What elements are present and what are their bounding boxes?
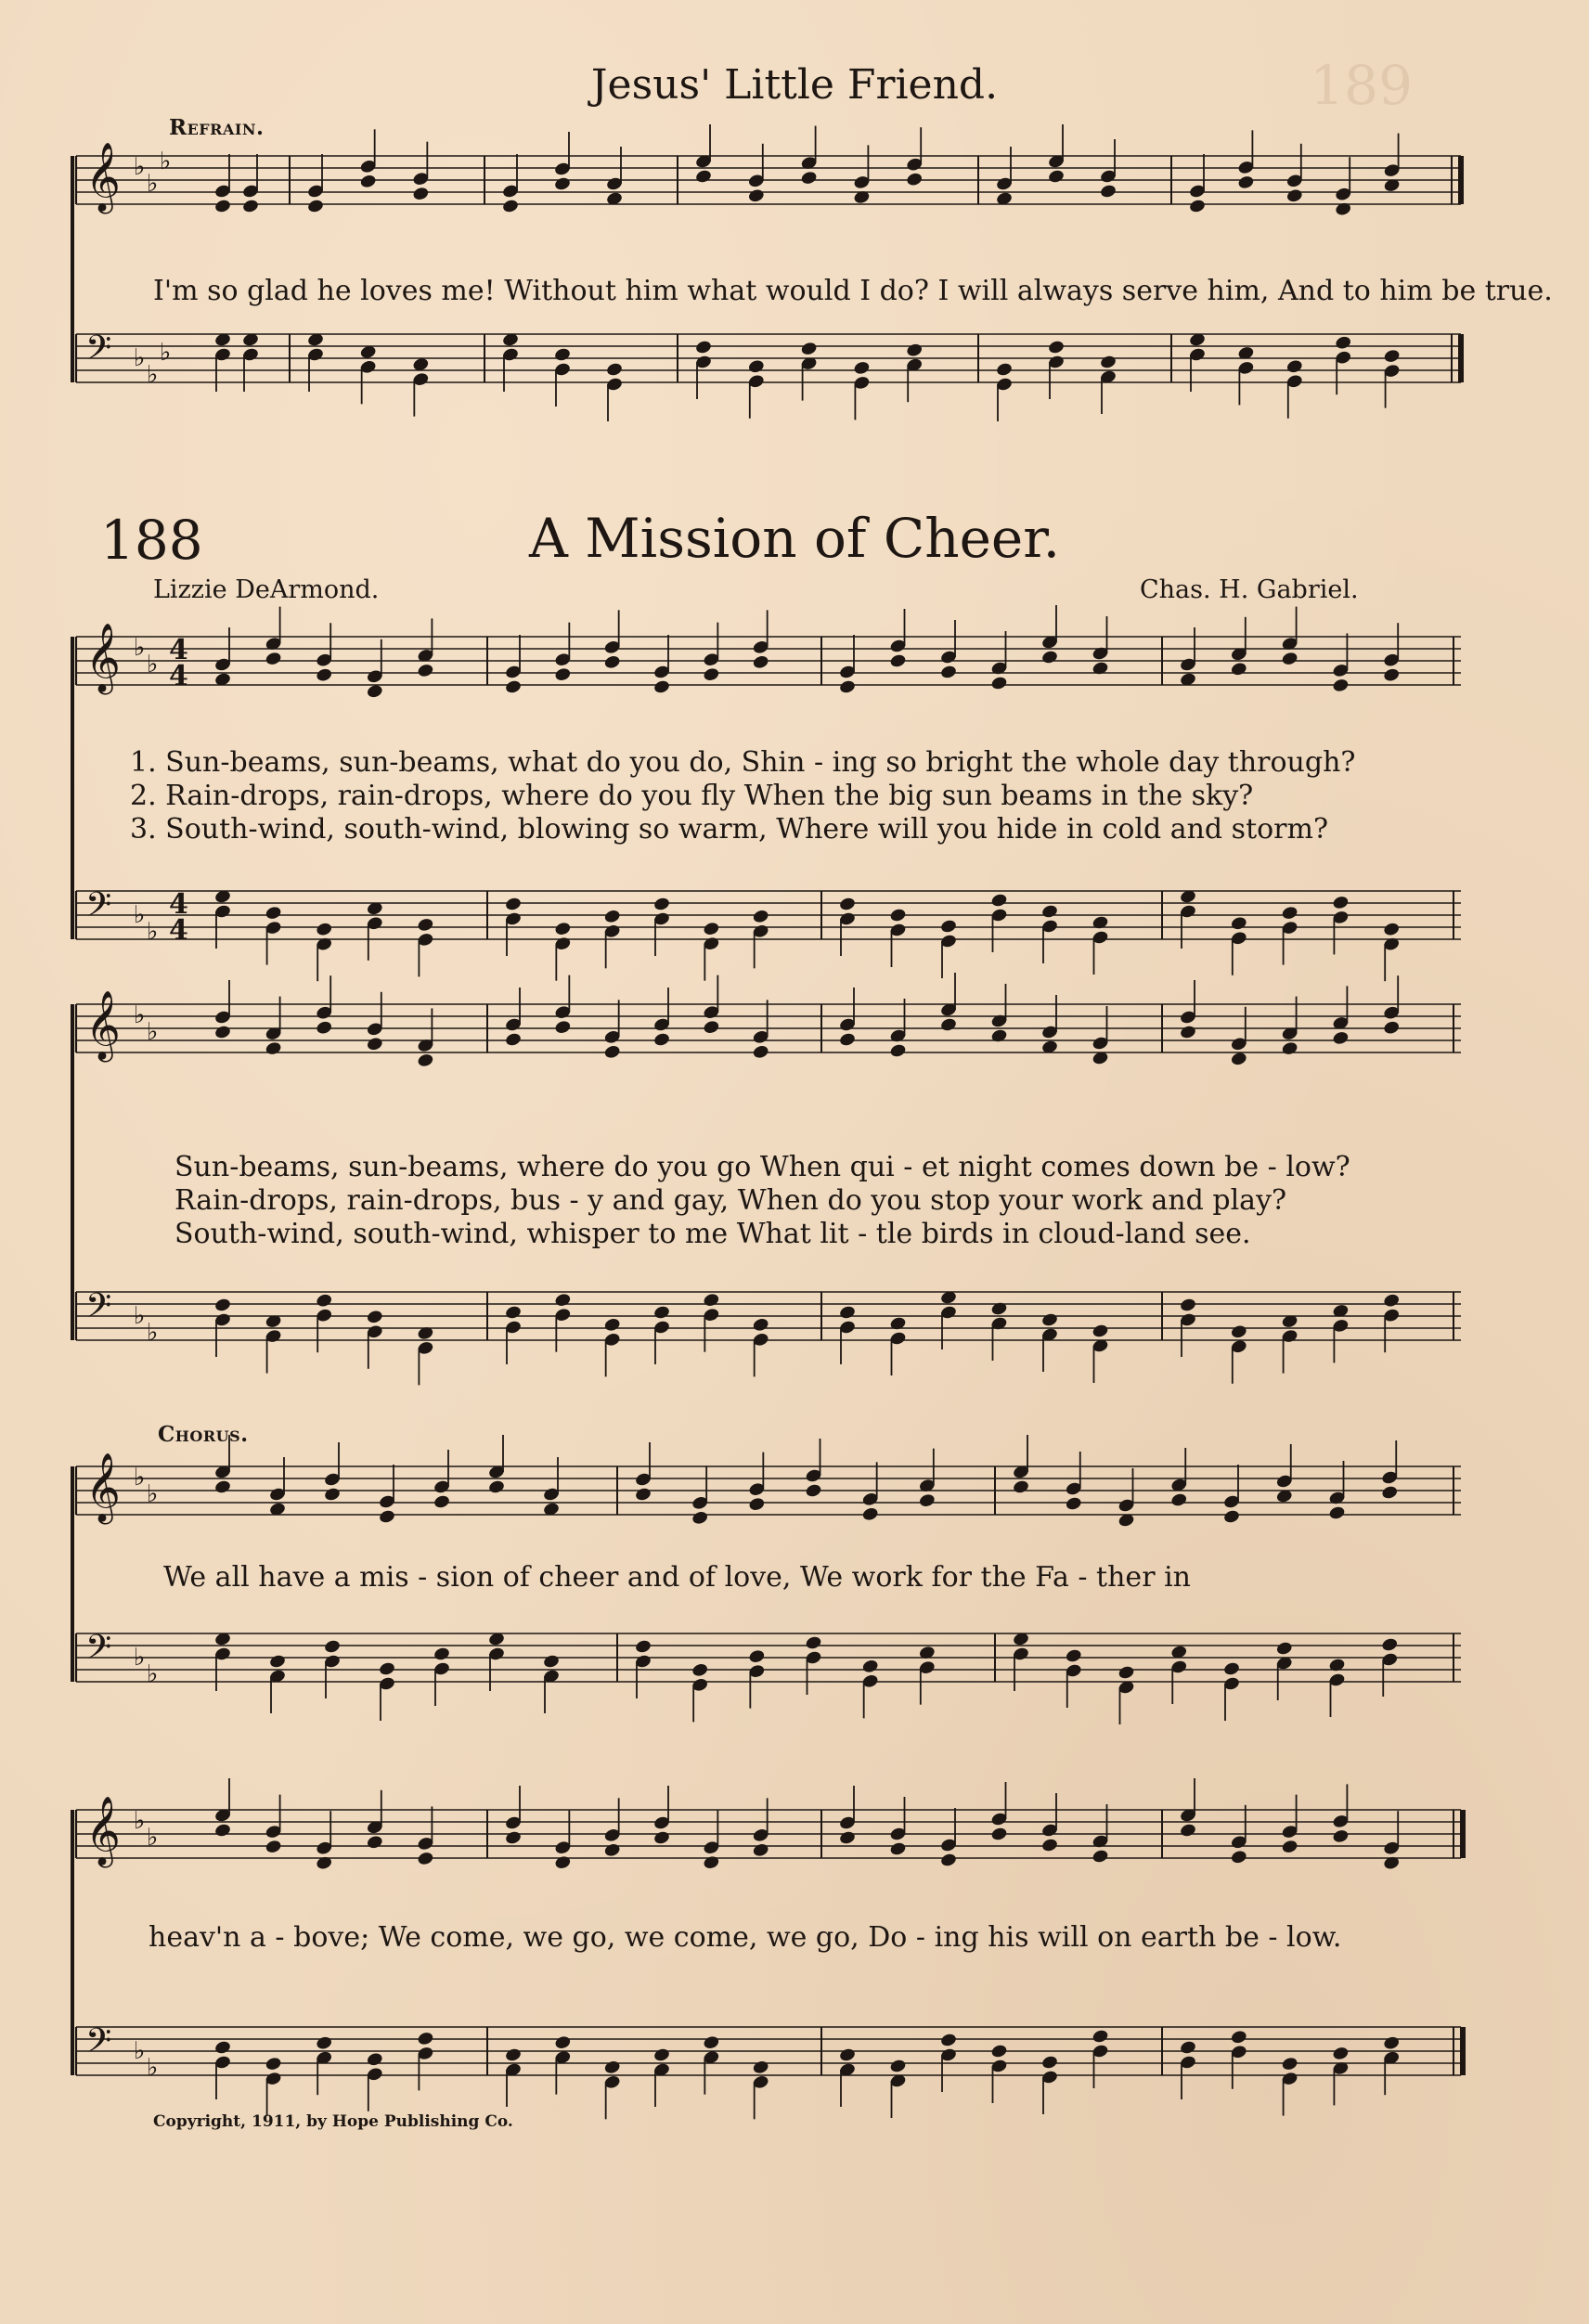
verse-1-line-2: Sun-beams, sun-beams, where do you go When qui - et night comes down be - low?: [174, 1151, 1350, 1183]
note-head: [1230, 1849, 1247, 1865]
verse-3-line-1: 3. South-wind, south-wind, blowing so warm, Where will you hide in cold and storm?: [130, 813, 1329, 846]
note-head: [1179, 1298, 1196, 1313]
note-head: [316, 2035, 333, 2051]
note-head: [265, 905, 282, 921]
note-head: [504, 897, 522, 912]
note-head: [378, 1509, 395, 1525]
note-head: [889, 1316, 907, 1332]
note-head: [603, 1842, 621, 1858]
composer: Chas. H. Gabriel.: [1140, 575, 1359, 604]
flat-sign: ♭: [160, 148, 172, 175]
note-head: [213, 199, 231, 214]
chorus-label: Chorus.: [158, 1422, 249, 1447]
note-head: [1383, 2035, 1401, 2051]
note-head: [1040, 1312, 1058, 1328]
flat-sign: ♭: [147, 1824, 159, 1852]
note-head: [889, 908, 907, 923]
note-head: [1230, 1323, 1247, 1339]
note-head: [603, 654, 621, 670]
bleed-through-page-number: 189: [1310, 54, 1413, 117]
note-head: [213, 1298, 231, 1313]
note-head: [268, 1654, 286, 1670]
note-head: [1230, 915, 1247, 931]
note-head: [504, 2047, 522, 2063]
note-head: [265, 1839, 282, 1854]
note-head: [990, 676, 1008, 691]
note-head: [752, 1044, 769, 1060]
note-head: [323, 1639, 341, 1655]
note-head: [939, 919, 957, 935]
note-head: [417, 1851, 434, 1866]
note-head: [1281, 1040, 1298, 1056]
note-head: [838, 1305, 856, 1321]
treble-clef: 𝄞: [85, 624, 121, 692]
note-head: [800, 170, 818, 186]
note-head: [652, 679, 670, 695]
note-head: [1047, 340, 1065, 355]
note-head: [542, 1654, 560, 1670]
time-signature-bottom: 4: [169, 914, 188, 947]
note-head: [838, 679, 856, 695]
note-head: [889, 1043, 907, 1059]
note-head: [554, 1854, 572, 1870]
note-head: [504, 1032, 522, 1048]
note-head: [504, 1305, 522, 1321]
note-head: [1040, 2055, 1058, 2071]
hymn-title: A Mission of Cheer.: [528, 507, 1061, 570]
note-head: [366, 683, 383, 699]
note-head: [1383, 348, 1401, 364]
note-head: [1383, 1020, 1401, 1036]
bass-clef: 𝄢: [85, 885, 112, 933]
note-head: [366, 2051, 383, 2067]
note-head: [1092, 915, 1109, 931]
note-head: [554, 921, 572, 936]
note-head: [504, 1830, 522, 1846]
note-head: [1332, 895, 1350, 910]
note-head: [1179, 1823, 1196, 1839]
note-head: [553, 347, 571, 363]
flat-sign: ♭: [134, 1464, 146, 1491]
flat-sign: ♭: [134, 634, 146, 662]
note-head: [703, 1854, 720, 1870]
verse-1-line-1: 1. Sun-beams, sun-beams, what do you do, Shin - ing so bright the whole day through?: [130, 746, 1356, 779]
note-head: [694, 169, 712, 185]
note-head: [241, 199, 259, 214]
note-head: [634, 1639, 652, 1655]
flat-sign: ♭: [147, 918, 159, 946]
note-head: [1328, 1658, 1346, 1673]
note-head: [504, 679, 522, 695]
note-head: [691, 1662, 709, 1678]
note-head: [1222, 1509, 1240, 1525]
flat-sign: ♭: [134, 1001, 146, 1029]
flat-sign: ♭: [134, 1807, 146, 1835]
note-head: [752, 2059, 769, 2075]
note-head: [1328, 1505, 1346, 1521]
hymn-number: 188: [100, 509, 203, 572]
flat-sign: ♭: [147, 651, 159, 678]
note-head: [990, 1028, 1008, 1044]
flat-sign: ♭: [160, 339, 172, 367]
note-head: [748, 1496, 766, 1512]
note-head: [703, 1019, 720, 1035]
note-head: [1230, 661, 1247, 677]
note-head: [316, 667, 333, 683]
note-head: [805, 1483, 822, 1499]
treble-clef: 𝄞: [85, 143, 121, 212]
note-head: [853, 360, 871, 376]
note-head: [1065, 1496, 1082, 1512]
note-head: [1222, 1661, 1240, 1677]
note-head: [603, 1044, 621, 1060]
note-head: [603, 2059, 621, 2075]
note-head: [990, 1301, 1008, 1317]
note-head: [939, 2033, 957, 2048]
note-head: [1332, 678, 1350, 693]
note-head: [939, 1853, 957, 1868]
note-head: [1230, 1051, 1247, 1066]
verse-2-line-2: Rain-drops, rain-drops, bus - y and gay, When do you stop your work and play?: [174, 1184, 1287, 1217]
note-head: [1383, 922, 1401, 937]
note-head: [861, 1506, 879, 1522]
chorus-line-1: We all have a mis - sion of cheer and of love, We work for the Fa - ther in: [163, 1561, 1191, 1594]
note-head: [605, 362, 623, 378]
note-head: [1117, 1665, 1135, 1681]
note-head: [1285, 187, 1303, 203]
flat-sign: ♭: [147, 1018, 159, 1046]
note-head: [433, 1646, 450, 1662]
note-head: [417, 2031, 434, 2046]
hymn-title-top: Jesus' Little Friend.: [590, 61, 999, 109]
note-head: [1381, 1637, 1399, 1653]
note-head: [838, 897, 856, 912]
note-head: [1040, 1838, 1058, 1853]
note-head: [1332, 1828, 1350, 1844]
note-head: [747, 187, 765, 203]
note-head: [634, 1487, 652, 1503]
note-head: [918, 1492, 936, 1508]
note-head: [939, 1017, 957, 1033]
note-head: [691, 1510, 709, 1526]
note-head: [501, 199, 519, 214]
note-head: [1281, 905, 1298, 921]
note-head: [1383, 667, 1401, 683]
bass-clef: 𝄢: [85, 2021, 112, 2069]
note-head: [554, 2034, 572, 2050]
note-head: [213, 1823, 231, 1839]
note-head: [1275, 1641, 1293, 1657]
note-head: [1099, 184, 1117, 200]
note-head: [1092, 1323, 1109, 1339]
note-head: [652, 1032, 670, 1048]
note-head: [1040, 650, 1058, 665]
note-head: [1381, 1485, 1399, 1501]
note-head: [1383, 1293, 1401, 1309]
treble-clef: 𝄞: [85, 1453, 121, 1522]
note-head: [889, 653, 907, 669]
flat-sign: ♭: [134, 1644, 146, 1672]
note-head: [316, 922, 333, 937]
note-head: [990, 2044, 1008, 2059]
note-head: [417, 663, 434, 678]
note-head: [1281, 2056, 1298, 2072]
note-head: [694, 340, 712, 355]
note-head: [906, 342, 924, 358]
note-head: [366, 1309, 383, 1324]
note-head: [603, 909, 621, 924]
note-head: [861, 1659, 879, 1674]
note-head: [995, 362, 1013, 378]
note-head: [265, 1040, 282, 1056]
verse-2-line-1: 2. Rain-drops, rain-drops, where do you fly When the big sun beams in the sky?: [130, 780, 1254, 812]
note-head: [990, 1827, 1008, 1842]
note-head: [213, 2040, 231, 2056]
treble-clef: 𝄞: [85, 1797, 121, 1866]
note-head: [359, 174, 377, 189]
note-head: [889, 1841, 907, 1857]
note-head: [316, 1293, 333, 1309]
note-head: [487, 1479, 505, 1495]
flat-sign: ♭: [147, 170, 159, 198]
note-head: [306, 199, 324, 214]
note-head: [1237, 174, 1255, 190]
flat-sign: ♭: [134, 344, 146, 372]
note-head: [1335, 335, 1352, 351]
note-head: [213, 1479, 231, 1495]
chorus-line-2: heav'n a - bove; We come, we go, we come, we go, Do - ing his will on earth be - low.: [149, 1921, 1342, 1954]
note-head: [752, 1317, 769, 1333]
note-head: [1170, 1492, 1188, 1508]
copyright-notice: Copyright, 1911, by Hope Publishing Co.: [153, 2112, 513, 2131]
note-head: [265, 2056, 282, 2072]
flat-sign: ♭: [134, 153, 146, 181]
flat-sign: ♭: [134, 901, 146, 929]
note-head: [1179, 1025, 1196, 1040]
note-head: [265, 651, 282, 666]
flat-sign: ♭: [147, 1480, 159, 1508]
note-head: [748, 1648, 766, 1664]
note-head: [433, 1494, 450, 1510]
note-head: [1332, 1030, 1350, 1046]
note-head: [417, 1052, 434, 1068]
note-head: [1099, 355, 1117, 370]
note-head: [652, 2047, 670, 2063]
note-head: [1092, 661, 1109, 677]
note-head: [553, 176, 571, 192]
note-head: [1047, 169, 1065, 185]
note-head: [800, 341, 818, 356]
time-signature-top: 4: [169, 634, 188, 666]
note-head: [1188, 199, 1206, 214]
note-head: [1332, 2046, 1350, 2061]
note-head: [323, 1487, 341, 1503]
time-signature-top: 4: [169, 888, 188, 921]
flat-sign: ♭: [134, 1302, 146, 1330]
note-head: [838, 2047, 856, 2063]
note-head: [703, 921, 720, 936]
flat-sign: ♭: [147, 361, 159, 389]
note-head: [703, 2034, 720, 2050]
note-head: [652, 1830, 670, 1846]
note-head: [652, 1305, 670, 1321]
note-head: [838, 1830, 856, 1846]
lyricist: Lizzie DeArmond.: [153, 575, 380, 604]
treble-clef: 𝄞: [85, 991, 121, 1060]
note-head: [1285, 358, 1303, 374]
note-head: [889, 2059, 907, 2074]
note-head: [652, 897, 670, 912]
note-head: [554, 1292, 572, 1308]
note-head: [1012, 1479, 1029, 1495]
note-head: [747, 358, 765, 374]
note-head: [412, 186, 430, 201]
bass-clef: 𝄢: [85, 329, 112, 376]
note-head: [703, 666, 720, 682]
note-head: [939, 665, 957, 680]
note-head: [366, 1834, 383, 1850]
note-head: [752, 1842, 769, 1858]
note-head: [990, 893, 1008, 909]
note-head: [906, 172, 924, 187]
note-head: [752, 654, 769, 670]
note-head: [1040, 904, 1058, 920]
note-head: [316, 1020, 333, 1036]
note-head: [805, 1635, 822, 1651]
note-head: [1092, 2029, 1109, 2045]
note-head: [554, 1019, 572, 1035]
note-head: [1179, 2040, 1196, 2056]
verse-3-line-2: South-wind, south-wind, whisper to me What lit - tle birds in cloud-land see.: [174, 1218, 1251, 1250]
note-head: [213, 1025, 231, 1040]
note-head: [417, 917, 434, 933]
flat-sign: ♭: [147, 1319, 159, 1347]
note-head: [1065, 1648, 1082, 1664]
note-head: [603, 1317, 621, 1333]
note-head: [1281, 651, 1298, 666]
note-head: [378, 1661, 395, 1677]
refrain-label: Refrain.: [169, 115, 265, 140]
flat-sign: ♭: [147, 2054, 159, 2082]
flat-sign: ♭: [147, 1660, 159, 1688]
note-head: [1281, 1839, 1298, 1854]
note-head: [1230, 2029, 1247, 2045]
bass-clef: 𝄢: [85, 1286, 112, 1334]
bass-clef: 𝄢: [85, 1628, 112, 1675]
note-head: [838, 1032, 856, 1048]
note-head: [703, 1292, 720, 1308]
refrain-lyric: I'm so glad he loves me! Without him what would I do? I will always serve him, And to him be true.: [153, 275, 1553, 307]
flat-sign: ♭: [134, 2037, 146, 2065]
note-head: [366, 1036, 383, 1052]
note-head: [752, 909, 769, 924]
note-head: [1092, 1849, 1109, 1865]
time-signature-bottom: 4: [169, 660, 188, 692]
note-head: [554, 666, 572, 682]
